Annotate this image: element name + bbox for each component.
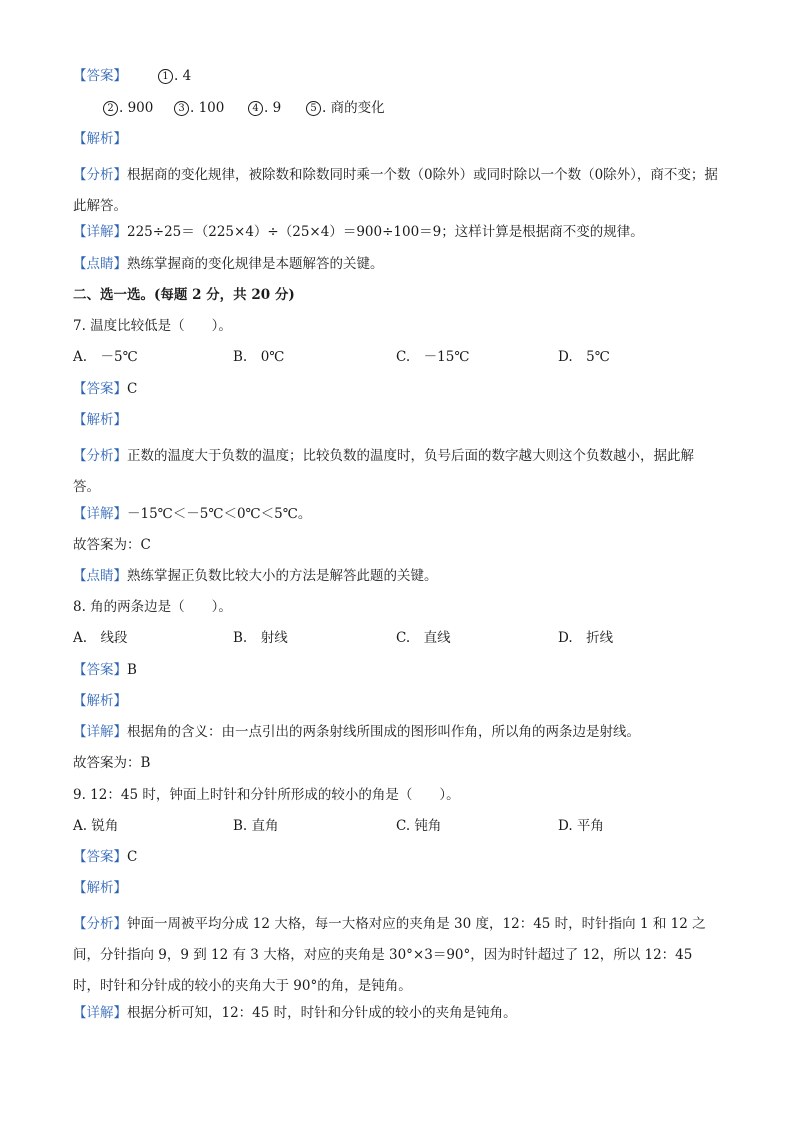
circled-number: 4: [248, 101, 263, 116]
q9-detail: 【详解】根据分析可知，12：45 时，时针和分针成的较小的夹角是钝角。: [73, 1005, 517, 1021]
q9-option-b: B. 直角: [233, 818, 279, 834]
q6-answer-4: 4 . 9: [248, 98, 281, 118]
q8-option-d: D. 折线: [558, 630, 614, 646]
q7-analysis: 【分析】正数的温度大于负数的温度；比较负数的温度时，负号后面的数字越大则这个负数越小，据此解答。: [73, 448, 694, 495]
circled-number: 2: [103, 101, 118, 116]
q7-stem: 7. 温度比较低是（ ）。: [73, 318, 232, 334]
q7-option-b: B. 0℃: [233, 349, 285, 365]
q6-analysis-header: 【解析】: [73, 131, 127, 147]
q8-option-b: B. 射线: [233, 630, 288, 646]
circled-number: 1: [158, 69, 173, 84]
q7-analysis-header: 【解析】: [73, 412, 127, 428]
q6-answer-1: 1 . 4: [158, 66, 191, 86]
q8-detail: 【详解】根据角的含义：由一点引出的两条射线所围成的图形叫作角，所以角的两条边是射线。: [73, 724, 640, 740]
q7-option-d: D. 5℃: [558, 349, 610, 365]
q9-analysis-header: 【解析】: [73, 880, 127, 896]
q7-detail: 【详解】－15℃＜－5℃＜0℃＜5℃。: [73, 506, 312, 522]
q9-stem: 9. 12：45 时，钟面上时针和分针所形成的较小的角是（ ）。: [73, 787, 460, 803]
q9-option-c: C. 钝角: [396, 818, 442, 834]
q9-option-d: D. 平角: [558, 818, 604, 834]
q6-detail: 【详解】225÷25＝（225×4）÷（25×4）＝900÷100＝9；这样计算是根据商不变的规律。: [73, 224, 644, 240]
q8-conclusion: 故答案为：B: [73, 755, 151, 771]
q6-answer-2: 2 . 900: [103, 98, 153, 118]
circled-number: 3: [174, 101, 189, 116]
q7-option-c: C. －15℃: [396, 349, 470, 365]
q7-option-a: A. －5℃: [73, 349, 138, 365]
q6-answer-line-1: [73, 66, 127, 86]
q7-conclusion: 故答案为：C: [73, 537, 151, 553]
q8-option-c: C. 直线: [396, 630, 451, 646]
q6-answer-5: 5 . 商的变化: [306, 98, 385, 118]
q8-stem: 8. 角的两条边是（ ）。: [73, 599, 232, 615]
q9-option-a: A. 锐角: [73, 818, 119, 834]
q8-option-a: A. 线段: [73, 630, 128, 646]
section-title: 二、选一选。(每题 2 分，共 20 分): [73, 287, 295, 303]
q9-analysis: 【分析】钟面一周被平均分成 12 大格，每一大格对应的夹角是 30 度，12：45 时，时针指向 1 和 12 之间，分针指向 9，9 到 12 有 3 大格，对应的夹角是 30°×3＝90°，因为时针超过了 12，所以 12：45 时，时针和分针成的较小的夹角大于 90°的角，是钝角。: [73, 916, 706, 994]
q8-answer: 【答案】B: [73, 662, 137, 678]
q7-answer: 【答案】C: [73, 381, 138, 397]
circled-number: 5: [306, 101, 321, 116]
answer-tag: 【答案】: [73, 68, 127, 84]
q6-answer-3: 3 . 100: [174, 98, 224, 118]
q6-analysis: 【分析】根据商的变化规律，被除数和除数同时乘一个数（0除外）或同时除以一个数（0除外），商不变；据此解答。: [73, 167, 718, 214]
q7-comment: 【点睛】熟练掌握正负数比较大小的方法是解答此题的关键。: [73, 568, 438, 584]
q6-comment: 【点睛】熟练掌握商的变化规律是本题解答的关键。: [73, 256, 384, 272]
q9-answer: 【答案】C: [73, 849, 138, 865]
q8-analysis-header: 【解析】: [73, 693, 127, 709]
